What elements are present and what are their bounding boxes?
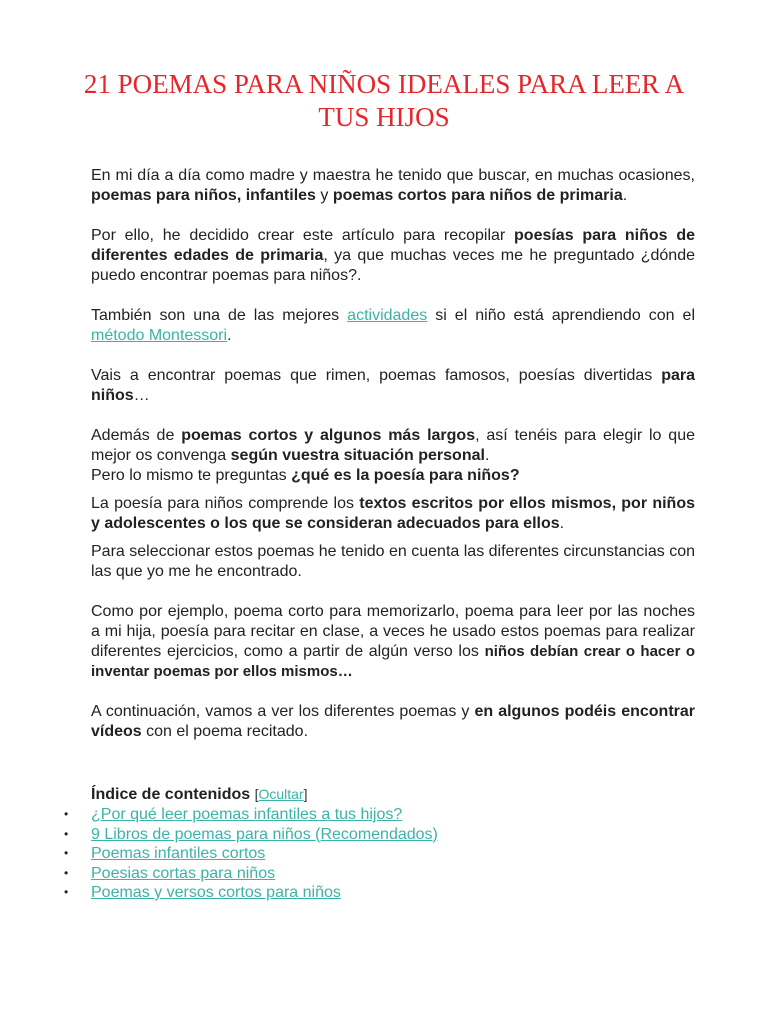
bold-text: en algunos podéis encontrar vídeos	[91, 703, 695, 740]
bold-text: poemas para niños, infantiles	[91, 187, 316, 204]
text: .	[559, 515, 565, 532]
bullet-icon: •	[64, 807, 69, 821]
toc-heading	[91, 784, 695, 805]
bracket: ]	[303, 786, 308, 802]
toc-item	[64, 864, 695, 884]
text: …	[133, 387, 150, 404]
toc-list	[64, 805, 695, 903]
paragraph-selection	[91, 542, 695, 582]
paragraph-purpose	[91, 226, 695, 286]
paragraph-lengths	[91, 426, 695, 466]
toc-toggle-wrapper	[255, 786, 308, 802]
toc-link-short-poetry[interactable]: Poesias cortas para niños	[91, 864, 276, 882]
bold-text: poesías para niños de diferentes edades de primaria	[91, 227, 696, 264]
link-metodo-montessori[interactable]: método Montessori	[91, 327, 228, 344]
paragraph-continuation	[91, 702, 695, 742]
bold-text: ¿qué es la poesía para niños?	[291, 467, 520, 484]
paragraph-examples	[91, 602, 695, 682]
text: Para seleccionar estos poemas he tenido en cuenta las diferentes circunstancias con las que yo me he encontrado.	[91, 543, 695, 580]
text: .	[227, 327, 232, 344]
text: Como por ejemplo, poema corto para memorizarlo, poema para leer por las noches a mi hija, poesía para recitar en clase, a veces he usado estos poemas para realizar diferentes ejercicios, como a partir de algún verso los	[91, 603, 695, 660]
text: .	[622, 187, 628, 204]
toc-title: Índice de contenidos	[91, 786, 251, 803]
bold-text: poemas cortos y algunos más largos	[181, 427, 476, 444]
toc-link-short-poems[interactable]: Poemas infantiles cortos	[91, 845, 266, 862]
page-title: 21 POEMAS PARA NIÑOS IDEALES PARA LEER A TUS HIJOS	[83, 69, 685, 132]
bracket: [	[254, 786, 259, 802]
paragraph-definition	[91, 494, 695, 534]
text: Además de	[91, 427, 182, 444]
text: .	[484, 447, 490, 464]
toc-item	[64, 805, 695, 825]
text: Pero lo mismo te preguntas	[91, 467, 292, 484]
text: si el niño está aprendiendo con el	[427, 307, 695, 324]
text: También son una de las mejores	[91, 307, 348, 324]
paragraph-question	[91, 466, 695, 486]
text: Por ello, he decidido crear este artículo para recopilar	[91, 227, 515, 244]
paragraph-intro	[91, 166, 695, 206]
bullet-icon: •	[64, 885, 69, 899]
toc-item	[64, 844, 695, 864]
bullet-icon: •	[64, 826, 69, 841]
toc-link-why-read[interactable]: ¿Por qué leer poemas infantiles a tus hijos?	[91, 806, 403, 823]
text: La poesía para niños comprende los	[91, 495, 360, 512]
toc-link-books[interactable]: 9 Libros de poemas para niños (Recomendados)	[91, 825, 438, 843]
link-actividades[interactable]: actividades	[347, 307, 428, 324]
bullet-icon: •	[64, 846, 69, 860]
bold-text: niños debían crear o hacer o inventar poemas por ellos mismos…	[91, 643, 696, 680]
bold-text: textos escritos por ellos mismos, por niños y adolescentes o los que se consideran adecuados para ellos	[91, 495, 696, 532]
paragraph-activities	[91, 306, 695, 346]
toc-item	[64, 825, 695, 845]
text: , así tenéis para elegir lo que mejor os convenga	[91, 427, 696, 464]
text: A continuación, vamos a ver los diferentes poemas y	[91, 703, 475, 720]
toc-link-verses[interactable]: Poemas y versos cortos para niños	[91, 884, 341, 901]
bold-text: según vuestra situación personal	[230, 447, 485, 464]
bullet-icon: •	[64, 865, 69, 880]
toc-hide-link[interactable]: Ocultar	[258, 786, 304, 802]
text: , ya que muchas veces me he preguntado ¿dónde puedo encontrar poemas para niños?.	[91, 247, 696, 284]
text: Vais a encontrar poemas que rimen, poemas famosos, poesías divertidas	[91, 367, 662, 384]
paragraph-kinds	[91, 366, 695, 406]
text: y	[315, 187, 333, 204]
toc-item	[64, 883, 695, 903]
text: En mi día a día como madre y maestra he tenido que buscar, en muchas ocasiones,	[91, 167, 695, 184]
bold-text: para niños	[91, 367, 695, 404]
article-body	[64, 166, 696, 903]
text: con el poema recitado.	[141, 723, 309, 740]
bold-text: poemas cortos para niños de primaria	[332, 187, 623, 204]
